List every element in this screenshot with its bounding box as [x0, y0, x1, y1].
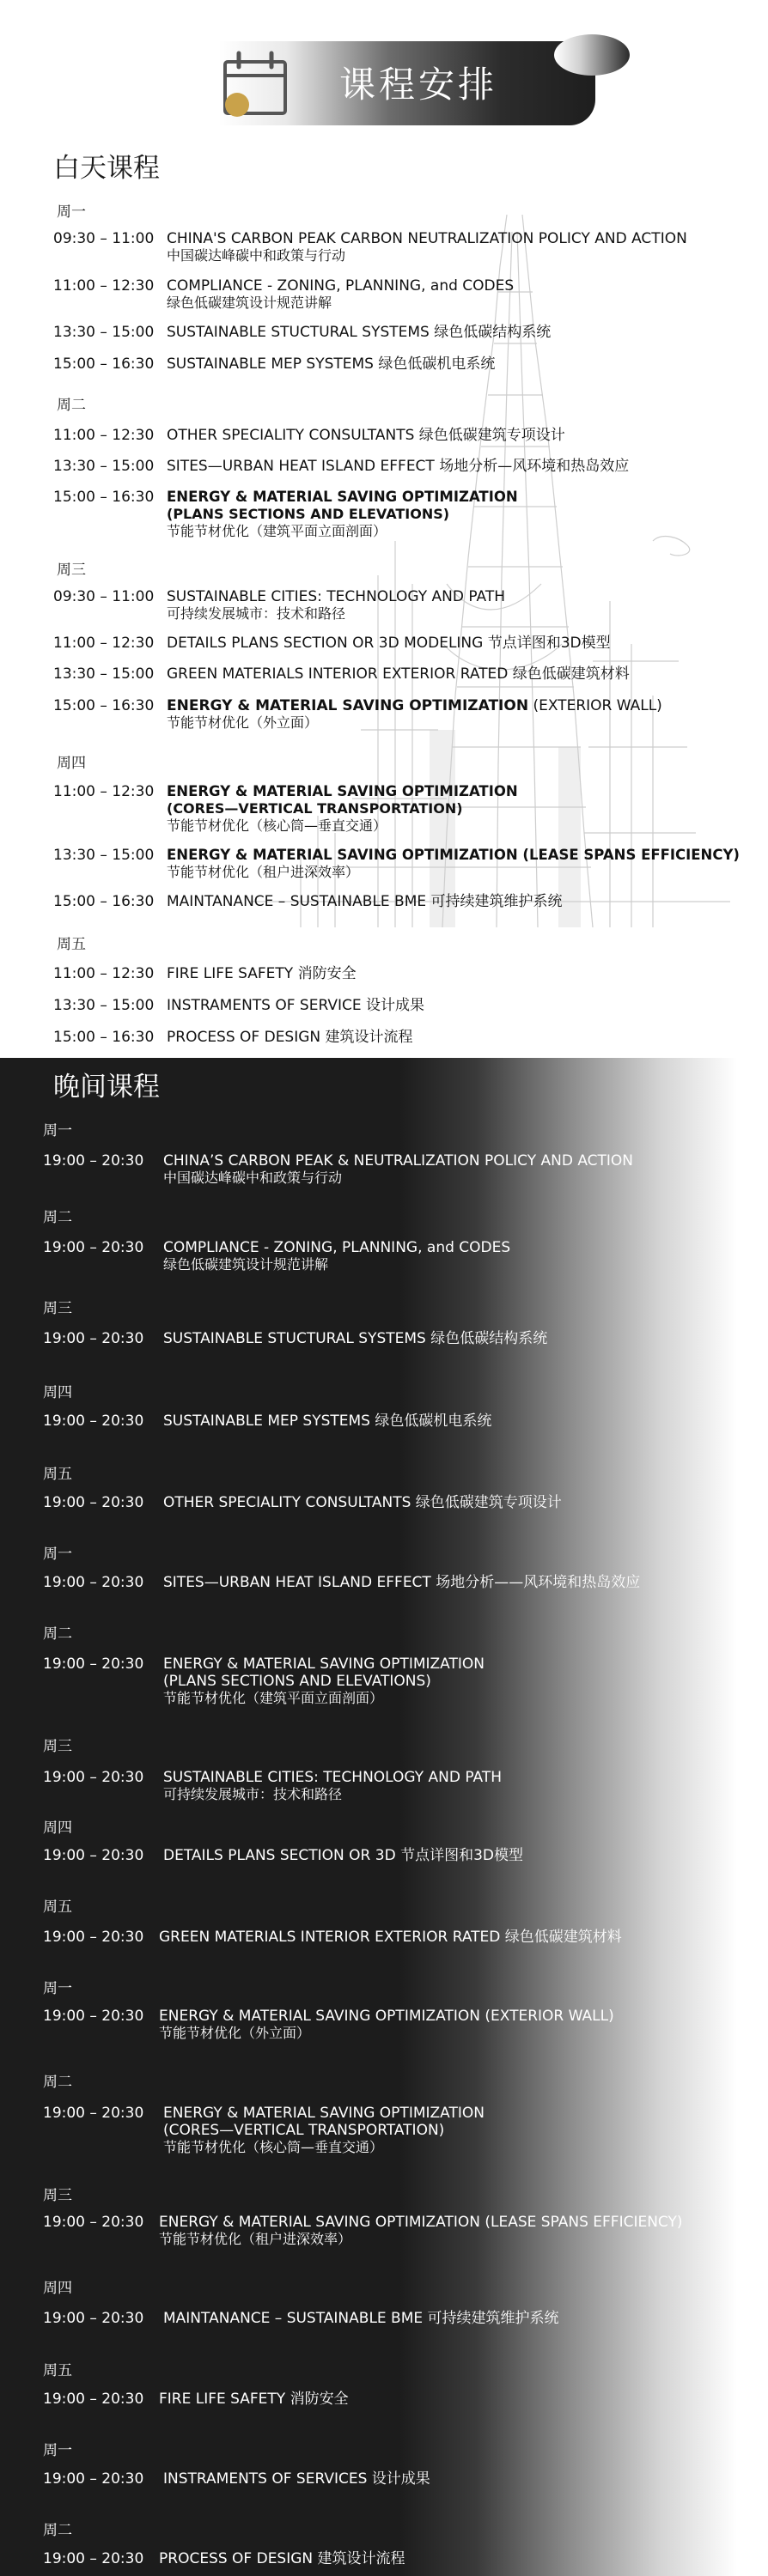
course-name-cn: 节能节材优化（租户进深效率）: [167, 864, 360, 880]
time-slot: 19:00 – 20:30: [43, 1574, 144, 1591]
course-name-suffix: (EXTERIOR WALL): [528, 697, 662, 714]
course-info: [167, 665, 630, 683]
course-info: [163, 1656, 485, 1707]
course-name: ENERGY & MATERIAL SAVING OPTIMIZATION: [163, 1656, 485, 1673]
weekday-label: 周四: [43, 1820, 72, 1837]
course-name: MAINTANANCE – SUSTAINABLE BME 可持续建筑维护系统: [167, 893, 563, 910]
time-slot: 19:00 – 20:30: [43, 1847, 144, 1864]
time-slot: 19:00 – 20:30: [43, 2550, 144, 2567]
time-slot: 11:00 – 12:30: [53, 277, 155, 295]
time-slot: 19:00 – 20:30: [43, 2214, 144, 2231]
page-title: 课程安排: [339, 64, 498, 106]
time-slot: 11:00 – 12:30: [53, 427, 155, 444]
course-name: SUSTAINABLE STUCTURAL SYSTEMS 绿色低碳结构系统: [167, 324, 552, 341]
course-info: [163, 1413, 491, 1430]
course-info: [167, 1029, 413, 1046]
course-info: [167, 893, 563, 910]
weekday-label: 周三: [43, 1300, 72, 1317]
course-name: ENERGY & MATERIAL SAVING OPTIMIZATION: [163, 2105, 485, 2122]
course-info: [167, 427, 565, 444]
course-name: PROCESS OF DESIGN 建筑设计流程: [167, 1029, 413, 1046]
course-name-cn: 中国碳达峰碳中和政策与行动: [163, 1170, 343, 1186]
course-info: [167, 489, 518, 540]
course-name: DETAILS PLANS SECTION OR 3D 节点详图和3D模型: [163, 1847, 523, 1864]
night-section-title: 晚间课程: [53, 1072, 160, 1103]
course-name-cn: 中国碳达峰碳中和政策与行动: [167, 247, 346, 264]
course-name-cn: 节能节材优化（建筑平面立面剖面）: [163, 1690, 384, 1706]
course-info: [163, 1847, 523, 1864]
course-name: ENERGY & MATERIAL SAVING OPTIMIZATION (LEASE SPANS EFFICIENCY): [159, 2214, 683, 2231]
course-name: COMPLIANCE - ZONING, PLANNING, and CODES: [163, 1239, 511, 1256]
weekday-label: 周三: [43, 1738, 72, 1755]
course-info: [159, 2391, 349, 2408]
course-name: INSTRAMENTS OF SERVICES 设计成果: [163, 2470, 430, 2488]
time-slot: 13:30 – 15:00: [53, 458, 155, 475]
time-slot: 19:00 – 20:30: [43, 1152, 144, 1170]
course-name: ENERGY & MATERIAL SAVING OPTIMIZATION: [167, 783, 518, 799]
course-info: [163, 2105, 485, 2156]
course-name: SUSTAINABLE CITIES: TECHNOLOGY AND PATH: [163, 1769, 503, 1786]
course-info: [163, 2310, 559, 2327]
course-name-line: [167, 697, 662, 714]
weekday-label: 周五: [43, 1899, 72, 1916]
time-slot: 19:00 – 20:30: [43, 2391, 144, 2408]
time-slot: 19:00 – 20:30: [43, 1494, 144, 1511]
time-slot: 15:00 – 16:30: [53, 489, 155, 506]
course-name: SITES—URBAN HEAT ISLAND EFFECT 场地分析—风环境和热岛效应: [167, 458, 630, 475]
course-name: PROCESS OF DESIGN 建筑设计流程: [159, 2550, 405, 2567]
course-name: SUSTAINABLE STUCTURAL SYSTEMS 绿色低碳结构系统: [163, 1330, 548, 1347]
course-name: COMPLIANCE - ZONING, PLANNING, and CODES: [167, 277, 515, 295]
course-info: [163, 1574, 640, 1591]
course-info: [163, 1152, 633, 1187]
weekday-label: 周四: [43, 1384, 72, 1401]
weekday-label: 周二: [43, 1625, 72, 1643]
time-slot: 19:00 – 20:30: [43, 2470, 144, 2488]
course-info: [159, 1929, 622, 1946]
time-slot: 19:00 – 20:30: [43, 2105, 144, 2122]
time-slot: 13:30 – 15:00: [53, 997, 155, 1014]
weekday-label: 周一: [43, 1122, 72, 1139]
course-name: OTHER SPECIALITY CONSULTANTS 绿色低碳建筑专项设计: [163, 1494, 562, 1511]
course-name-cn: 绿色低碳建筑设计规范讲解: [167, 295, 332, 311]
course-name-cn: 绿色低碳建筑设计规范讲解: [163, 1256, 329, 1273]
time-slot: 15:00 – 16:30: [53, 355, 155, 373]
course-name: INSTRAMENTS OF SERVICE 设计成果: [167, 997, 424, 1014]
time-slot: 15:00 – 16:30: [53, 1029, 155, 1046]
course-info: [163, 1769, 502, 1803]
course-info: [167, 783, 518, 835]
course-name: FIRE LIFE SAFETY 消防安全: [167, 965, 357, 982]
course-name: CHINA’S CARBON PEAK & NEUTRALIZATION POLICY AND ACTION: [163, 1152, 634, 1170]
time-slot: 19:00 – 20:30: [43, 1929, 144, 1946]
course-info: [167, 588, 505, 623]
weekday-label: 周二: [43, 2522, 72, 2539]
time-slot: 19:00 – 20:30: [43, 2310, 144, 2327]
time-slot: 19:00 – 20:30: [43, 1656, 144, 1673]
course-info: [163, 1239, 510, 1273]
time-slot: 15:00 – 16:30: [53, 697, 155, 714]
course-name-cn: 节能节材优化（租户进深效率）: [159, 2231, 352, 2247]
course-name: SITES—URBAN HEAT ISLAND EFFECT 场地分析——风环境和热岛效应: [163, 1574, 641, 1591]
course-name: SUSTAINABLE MEP SYSTEMS 绿色低碳机电系统: [163, 1413, 492, 1430]
time-slot: 19:00 – 20:30: [43, 2008, 144, 2025]
course-name: ENERGY & MATERIAL SAVING OPTIMIZATION (EXTERIOR WALL): [159, 2008, 614, 2025]
weekday-label: 周三: [43, 2187, 72, 2204]
course-name-detail: (PLANS SECTIONS AND ELEVATIONS): [167, 506, 450, 522]
course-name-cn: 节能节材优化（核心筒—垂直交通）: [163, 2139, 384, 2155]
time-slot: 15:00 – 16:30: [53, 893, 155, 910]
course-name: CHINA'S CARBON PEAK CARBON NEUTRALIZATION POLICY AND ACTION: [167, 230, 687, 247]
day-schedule: [0, 0, 768, 1056]
night-section-background: [0, 1058, 768, 2576]
course-name: OTHER SPECIALITY CONSULTANTS 绿色低碳建筑专项设计: [167, 427, 565, 444]
course-info: [159, 2008, 614, 2042]
time-slot: 13:30 – 15:00: [53, 324, 155, 341]
course-name: ENERGY & MATERIAL SAVING OPTIMIZATION (LEASE SPANS EFFICIENCY): [167, 847, 740, 863]
weekday-label: 周五: [57, 936, 86, 953]
course-info: [163, 1330, 547, 1347]
course-name: ENERGY & MATERIAL SAVING OPTIMIZATION: [167, 489, 518, 505]
course-name-cn: 可持续发展城市：技术和路径: [167, 605, 346, 622]
course-info: [159, 2214, 683, 2248]
course-name: ENERGY & MATERIAL SAVING OPTIMIZATION: [167, 697, 529, 714]
course-name-cn: 节能节材优化（外立面）: [159, 2025, 311, 2041]
course-info: [167, 230, 687, 264]
course-name-detail: (CORES—VERTICAL TRANSPORTATION): [163, 2122, 445, 2139]
course-name-detail: (PLANS SECTIONS AND ELEVATIONS): [163, 1673, 431, 1690]
course-info: [163, 2470, 430, 2488]
course-name-cn: 节能节材优化（外立面）: [167, 714, 319, 731]
course-info: [167, 997, 424, 1014]
weekday-label: 周四: [57, 755, 86, 772]
course-name: DETAILS PLANS SECTION OR 3D MODELING 节点详图和3D模型: [167, 635, 611, 652]
course-name-cn: 节能节材优化（核心筒—垂直交通）: [167, 817, 387, 834]
course-name: FIRE LIFE SAFETY 消防安全: [159, 2391, 349, 2408]
course-info: [167, 635, 611, 652]
weekday-label: 周四: [43, 2280, 72, 2297]
weekday-label: 周一: [43, 2442, 72, 2459]
time-slot: 19:00 – 20:30: [43, 1769, 144, 1786]
course-info: [167, 458, 629, 475]
weekday-label: 周五: [43, 1466, 72, 1483]
course-name-cn: 可持续发展城市：技术和路径: [163, 1786, 343, 1802]
time-slot: 19:00 – 20:30: [43, 1413, 144, 1430]
course-info: [167, 697, 662, 732]
course-info: [167, 847, 740, 881]
course-info: [167, 355, 495, 373]
course-name-cn: 节能节材优化（建筑平面立面剖面）: [167, 523, 387, 539]
time-slot: 11:00 – 12:30: [53, 783, 155, 800]
weekday-label: 周五: [43, 2362, 72, 2379]
time-slot: 19:00 – 20:30: [43, 1330, 144, 1347]
time-slot: 11:00 – 12:30: [53, 635, 155, 652]
course-info: [167, 324, 551, 341]
course-name: SUSTAINABLE MEP SYSTEMS 绿色低碳机电系统: [167, 355, 496, 373]
course-name: GREEN MATERIALS INTERIOR EXTERIOR RATED 绿色低碳建筑材料: [167, 665, 630, 683]
time-slot: 09:30 – 11:00: [53, 588, 155, 605]
course-info: [167, 965, 357, 982]
course-name: MAINTANANCE – SUSTAINABLE BME 可持续建筑维护系统: [163, 2310, 559, 2327]
weekday-label: 周三: [57, 562, 86, 579]
time-slot: 13:30 – 15:00: [53, 847, 155, 864]
weekday-label: 周一: [57, 204, 86, 221]
day-section-title: 白天课程: [53, 153, 160, 184]
weekday-label: 周二: [57, 397, 86, 414]
weekday-label: 周二: [43, 1209, 72, 1226]
course-name-detail: (CORES—VERTICAL TRANSPORTATION): [167, 800, 463, 817]
weekday-label: 周二: [43, 2074, 72, 2091]
course-name: GREEN MATERIALS INTERIOR EXTERIOR RATED 绿色低碳建筑材料: [159, 1929, 622, 1946]
course-name: SUSTAINABLE CITIES: TECHNOLOGY AND PATH: [167, 588, 506, 605]
course-info: [159, 2550, 405, 2567]
time-slot: 19:00 – 20:30: [43, 1239, 144, 1256]
time-slot: 11:00 – 12:30: [53, 965, 155, 982]
time-slot: 13:30 – 15:00: [53, 665, 155, 683]
weekday-label: 周一: [43, 1546, 72, 1563]
time-slot: 09:30 – 11:00: [53, 230, 155, 247]
weekday-label: 周一: [43, 1980, 72, 1997]
course-info: [167, 277, 514, 312]
course-info: [163, 1494, 562, 1511]
